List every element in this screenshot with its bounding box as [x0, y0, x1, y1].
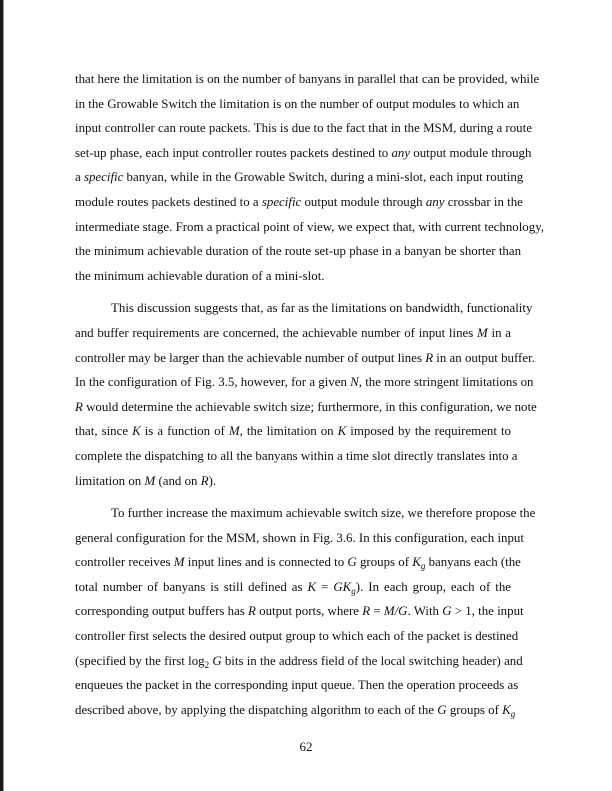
math-variable: K — [337, 424, 347, 439]
text-run: output module through — [301, 194, 426, 209]
text-line — [75, 165, 524, 190]
text-run: module routes packets destined to a — [75, 194, 262, 209]
text-line — [75, 346, 535, 371]
text-run: in a — [487, 325, 511, 340]
text-run: banyan, while in the Growable Switch, during a mini-slot, each input routing — [123, 170, 524, 185]
emphasis: specific — [261, 194, 302, 209]
text-line — [75, 698, 516, 723]
math-variable: K — [132, 424, 141, 439]
paragraph-gap — [75, 288, 511, 296]
math-variable: M — [477, 325, 488, 340]
text-line: complete the dispatching to all the banyans within a time slot directly translates into a — [75, 448, 518, 463]
text-run: crossbar in the — [444, 194, 523, 209]
text-line — [75, 370, 534, 395]
text-run: (and on — [155, 473, 201, 488]
text-line — [75, 575, 511, 600]
text-run: , the more stringent limitations on — [358, 375, 534, 390]
math-variable: K — [412, 555, 421, 570]
text-line — [75, 321, 511, 346]
text-run: input lines and is connected to — [184, 555, 348, 570]
emphasis: specific — [83, 170, 124, 185]
text-run: controller receives — [75, 555, 174, 570]
text-run: = — [316, 579, 334, 594]
paragraph-3 — [75, 501, 536, 722]
emphasis: any — [425, 194, 445, 209]
paragraph-2 — [75, 296, 537, 493]
math-variable: N — [350, 375, 359, 390]
text-run: is a function of — [140, 424, 229, 439]
math-variable: G — [347, 555, 357, 570]
text-run: described above, by applying the dispatching algorithm to each of the — [75, 702, 438, 717]
text-run: in an output buffer. — [433, 350, 535, 365]
text-run: banyans each (the — [425, 555, 521, 570]
math-variable: R — [75, 399, 83, 414]
text-run: bits in the address field of the local switching header) and — [221, 653, 523, 668]
math-variable: M — [173, 555, 185, 570]
text-run: ). In each group, each of the — [355, 579, 511, 594]
text-line: enqueues the packet in the corresponding input queue. Then the operation proceeds as — [75, 678, 519, 693]
page-body — [75, 67, 545, 722]
page-number: 62 — [299, 739, 313, 754]
text-run: output ports, where — [255, 604, 363, 619]
text-run: total number of banyans is still defined as — [75, 579, 308, 594]
text-line: intermediate stage. From a practical point of view, we expect that, with current technology, — [75, 219, 545, 234]
paragraph-1 — [75, 67, 545, 288]
text-run: set-up phase, each input controller routes packets destined to — [75, 145, 392, 160]
emphasis: any — [391, 145, 411, 160]
math-subscript: g — [351, 585, 356, 596]
text-run: would determine the achievable switch size; furthermore, in this configuration, we note — [82, 399, 537, 414]
math-variable: GK — [333, 579, 352, 594]
text-line: general configuration for the MSM, shown in Fig. 3.6. In this configuration, each input — [75, 530, 524, 545]
math-subscript: g — [420, 561, 426, 572]
text-run: groups of — [356, 555, 413, 570]
math-variable: M — [228, 424, 240, 439]
text-run: = — [370, 604, 384, 619]
text-line: To further increase the maximum achievable switch size, we therefore propose the — [111, 506, 536, 521]
text-run: , the limitation on — [239, 424, 338, 439]
math-variable: R — [362, 604, 371, 619]
text-run: In the configuration of Fig. 3.5, however, for a given — [75, 375, 351, 390]
math-variable: K — [502, 702, 511, 717]
text-line: input controller can route packets. This is due to the fact that in the MSM, during a route — [75, 121, 532, 136]
text-line: the minimum achievable duration of the route set-up phase in a banyan be shorter than — [75, 244, 522, 259]
math-variable: R — [248, 604, 256, 619]
math-variable: G — [437, 702, 447, 717]
text-line — [75, 141, 532, 166]
math-subscript: 2 — [204, 659, 210, 670]
text-line — [75, 550, 521, 575]
text-run: a — [75, 170, 84, 185]
text-line: controller first selects the desired output group to which each of the packet is destined — [75, 629, 519, 644]
text-line: in the Growable Switch the limitation is on the number of output modules to which an — [75, 96, 520, 111]
math-variable: K — [307, 579, 317, 594]
math-variable: G — [212, 653, 222, 668]
text-run: limitation on — [75, 473, 145, 488]
text-line — [75, 649, 523, 674]
scan-border-left-shadow — [3, 0, 4, 791]
text-run: corresponding output buffers has — [75, 604, 249, 619]
text-line — [75, 419, 511, 444]
text-run: controller may be larger than the achievable number of output lines — [75, 350, 426, 365]
text-run: (specified by the first log — [75, 653, 205, 668]
math-variable: R — [425, 350, 434, 365]
math-variable: M — [144, 473, 156, 488]
text-line: the minimum achievable duration of a mini-slot. — [75, 268, 325, 283]
text-line — [75, 469, 511, 494]
text-run: that, since — [75, 424, 133, 439]
text-run: groups of — [446, 702, 503, 717]
text-line — [75, 395, 537, 420]
text-run: > 1, the input — [451, 604, 524, 619]
text-line — [75, 190, 523, 215]
text-line: that here the limitation is on the number of banyans in parallel that can be provided, while — [75, 72, 540, 86]
math-variable: M/G — [383, 604, 408, 619]
math-variable: G — [442, 604, 452, 619]
text-run: imposed by the requirement to — [346, 424, 511, 439]
math-variable: R — [200, 473, 209, 488]
text-line: This discussion suggests that, as far as the limitations on bandwidth, functionality — [111, 301, 533, 316]
text-run: and buffer requirements are concerned, the achievable number of input lines — [75, 325, 478, 340]
math-subscript: g — [510, 708, 516, 719]
paragraph-gap — [75, 493, 511, 501]
text-run: . With — [407, 604, 443, 619]
text-run: ). — [208, 473, 217, 488]
text-line — [75, 599, 524, 624]
text-run: output module through — [410, 145, 532, 160]
